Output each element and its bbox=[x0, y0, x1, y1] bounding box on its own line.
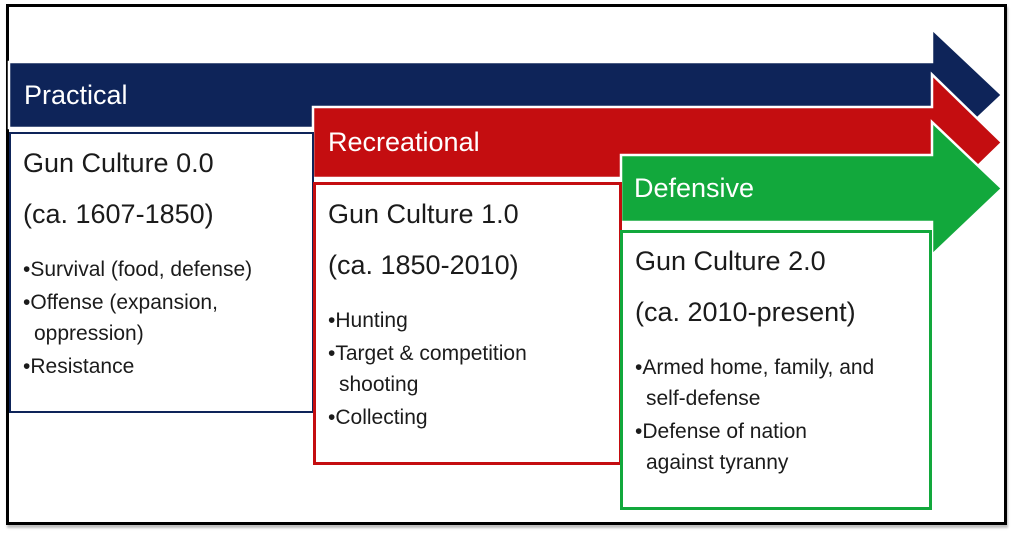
banner-label-recreational: Recreational bbox=[328, 127, 480, 157]
bullet-item bbox=[635, 352, 875, 414]
box-era: (ca. 1850-2010) bbox=[328, 250, 519, 280]
detail-box-gun-culture-1 bbox=[313, 182, 622, 465]
box-heading: Gun Culture 2.0 bbox=[635, 246, 826, 276]
box-era: (ca. 1607-1850) bbox=[23, 199, 214, 229]
bullet-item bbox=[23, 287, 303, 349]
bullet-item bbox=[23, 254, 303, 285]
bullet-list bbox=[328, 305, 580, 433]
bullet-text: Offense (expansion, oppression) bbox=[30, 291, 218, 345]
bullet-list bbox=[23, 254, 303, 382]
detail-box-gun-culture-2 bbox=[620, 230, 932, 510]
bullet-item bbox=[328, 305, 580, 336]
bullet-icon: • bbox=[328, 342, 336, 365]
bullet-icon: • bbox=[23, 258, 31, 281]
bullet-text: Hunting bbox=[335, 309, 408, 332]
bullet-icon: • bbox=[635, 356, 643, 379]
bullet-item bbox=[23, 351, 303, 382]
bullet-text: Armed home, family, and self-defense bbox=[642, 356, 875, 410]
box-heading: Gun Culture 0.0 bbox=[23, 148, 214, 178]
banner-label-defensive: Defensive bbox=[634, 173, 755, 203]
box-era: (ca. 2010-present) bbox=[635, 297, 856, 327]
bullet-text: Resistance bbox=[30, 355, 135, 378]
bullet-icon: • bbox=[23, 291, 31, 314]
bullet-icon: • bbox=[23, 355, 31, 378]
bullet-list bbox=[635, 352, 875, 478]
bullet-text: Collecting bbox=[335, 406, 428, 429]
banner-label-practical: Practical bbox=[24, 79, 128, 110]
bullet-icon: • bbox=[328, 309, 336, 332]
box-heading: Gun Culture 1.0 bbox=[328, 199, 519, 229]
bullet-item bbox=[635, 416, 875, 478]
bullet-item bbox=[328, 402, 580, 433]
bullet-text: Defense of nation against tyranny bbox=[642, 420, 807, 474]
bullet-icon: • bbox=[635, 420, 643, 443]
detail-box-gun-culture-0 bbox=[9, 132, 314, 413]
bullet-text: Target & competition shooting bbox=[335, 342, 527, 396]
bullet-icon: • bbox=[328, 406, 336, 429]
bullet-text: Survival (food, defense) bbox=[30, 258, 253, 281]
bullet-item bbox=[328, 338, 580, 400]
